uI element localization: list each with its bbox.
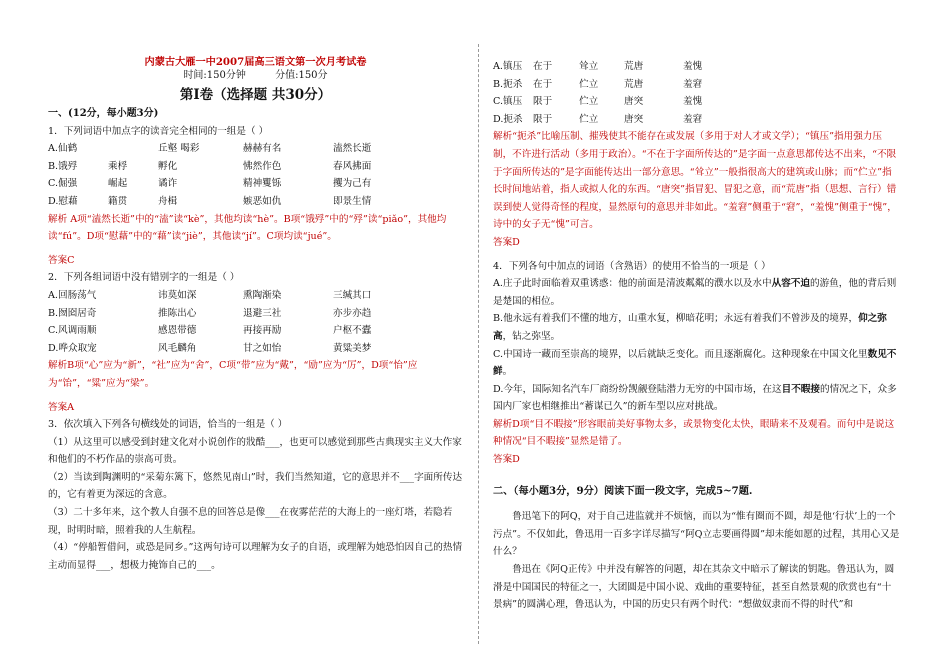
q1-option-c (48, 175, 463, 193)
q2-b-4: 亦步亦趋 (333, 307, 372, 319)
exam-title: 内蒙古大雁一中2007届高三语文第一次月考试卷 (144, 56, 367, 68)
q3-a-1: A.镇压 (493, 61, 523, 72)
q4-d-text-1: D.今年，国际知名汽车厂商纷纷觊觎登陆潜力无穷的中国市场，在这 (493, 383, 782, 395)
passage-paragraph-1: 鲁迅笔下的阿Q，对于自己进监就并不烦恼，而以为“惟有圈而不圆，却是他‘行状’上的一个污点”。不仅如此，鲁迅用一百多字详尽描写“阿Q立志要画得圆”却未能如愿的过程，其用心又是什么？ (493, 511, 900, 558)
q3-c-2: 限于 (533, 96, 553, 108)
q4-option-d (493, 381, 900, 416)
q1-a-4: 溘然长逝 (333, 143, 372, 155)
q3-c-1: C.镇压 (493, 96, 523, 108)
q4-stem: 4．下列各句中加点的词语（含熟语）的使用不恰当的一项是（ ） (493, 260, 771, 272)
passage-paragraph-2: 鲁迅在《阿Q正传》中并没有解答的问题，却在其杂文中暗示了解读的钥匙。鲁迅认为，圆滑是中国国民的特征之一，大团圆是中国小说、戏曲的重要特征，甚至自然景观的欣赏也有“十景病”的圆满心理，鲁迅认为，中国的历史只有两个时代：“想做奴隶而不得的时代”和 (493, 564, 895, 611)
q2-c-2: 感恩带德 (158, 325, 197, 337)
q3-c-3: 伫立 (579, 96, 599, 108)
q4-option-b (493, 310, 900, 345)
left-column (48, 0, 463, 671)
q1-d-1: D.慰藉 (48, 195, 78, 207)
q3-b-1: B.扼杀 (493, 78, 523, 90)
q3-b-2: 在于 (533, 78, 553, 90)
q4-a-text-1: A.庄子此时面临着双重诱惑：他的前面是清波粼粼的濮水以及水中 (493, 278, 772, 290)
q2-d-4: 黄粱美梦 (333, 342, 372, 354)
q3-b-5: 羞窘 (683, 78, 703, 90)
q1-answer: 答案C (48, 254, 75, 266)
q1-c-3: 谲诈 (158, 178, 178, 190)
q4-answer: 答案D (493, 454, 520, 466)
section-1-heading: 一、(12分，每小题3分) (48, 108, 159, 119)
q2-c-1: C.风调雨顺 (48, 325, 97, 337)
q2-option-b (48, 305, 463, 323)
q3-option-d (493, 111, 900, 129)
q2-d-1: D.哗众取宠 (48, 342, 97, 354)
q3-b-4: 荒唐 (624, 78, 644, 90)
q2-c-3: 再接再励 (243, 325, 282, 337)
q3-c-5: 羞愧 (683, 96, 703, 108)
q1-c-1: C.倔强 (48, 178, 78, 190)
q4-analysis: 解析D项“目不暇接”形容眼前美好事物太多，或景物变化太快，眼睛来不及观看。而句中是说这种情况“目不暇接”显然是错了。 (493, 418, 895, 448)
q3-answer: 答案D (493, 236, 520, 248)
q2-b-2: 推陈出心 (158, 307, 197, 319)
q4-b-text-1: B.他永远有着我们不懂的地方，山重水复，柳暗花明；永远有着我们不曾涉及的境界， (493, 313, 859, 325)
q1-c-4: 精神矍铄 (243, 178, 282, 190)
q1-a-3: 赫赫有名 (243, 143, 282, 155)
q3-sentence-2: （2）当读到陶渊明的“采菊东篱下，悠然见南山”时，我们当然知道，它的意思并不___字面所传达的，它有着更为深远的含意。 (48, 471, 463, 501)
q4-d-keyword: 目不暇接 (781, 383, 820, 395)
q3-option-c (493, 93, 900, 111)
q3-d-5: 羞窘 (683, 113, 703, 125)
q2-d-3: 甘之如怡 (243, 342, 282, 354)
q2-analysis: 解析B项“心”应为“新”，“社”应为“舍”，C项“带”应为“戴”，“励”应为“厉”，D项“怡”应为“饴”，“粱”应为“梁”。 (48, 360, 418, 389)
column-divider (478, 44, 479, 644)
q2-c-4: 户枢不蠹 (333, 325, 372, 337)
q4-b-keyword: 仰之弥高 (493, 313, 887, 342)
q2-option-c (48, 322, 463, 340)
q2-a-4: 三缄其口 (333, 289, 372, 301)
q1-d-4: 嫉恶如仇 (243, 195, 282, 207)
q4-a-keyword: 从容不迫 (771, 278, 810, 290)
q4-b-text-2: ，钻之弥坚。 (502, 330, 561, 342)
q4-c-text-2: 。 (502, 366, 513, 378)
q1-option-a (48, 140, 463, 158)
q2-stem: 2．下列各组词语中没有错别字的一组是（ ） (48, 272, 240, 284)
q1-c-2: 崛起 (108, 178, 128, 190)
q2-d-2: 风毛麟角 (158, 342, 197, 354)
q3-a-4: 荒唐 (624, 61, 644, 72)
right-column (493, 0, 900, 671)
q2-option-a (48, 287, 463, 305)
q3-option-b (493, 76, 900, 94)
q3-d-2: 限于 (533, 113, 553, 125)
q2-a-2: 讳莫如深 (158, 289, 197, 301)
q3-sentence-1: （1）从这里可以感受到封建文化对小说创作的戕酷___，也更可以感觉到那些古典现实主义大作家和他们的不朽作品的崇高可贵。 (48, 436, 462, 466)
q3-a-5: 羞愧 (683, 61, 703, 72)
q1-b-5: 春风拂面 (333, 160, 372, 172)
q1-d-2: 籍贯 (108, 195, 128, 207)
q3-d-1: D.扼杀 (493, 113, 523, 125)
q1-a-1: A.仙鹤 (48, 143, 78, 155)
q4-option-a (493, 275, 900, 310)
q4-d-text-2: 的情况之下，众多国内厂家也相继推出“蓄谋已久”的新车型以应对挑战。 (493, 383, 897, 413)
section-2-heading: 二、（每小题3分，9分）阅读下面一段文字，完成5~7题. (493, 484, 753, 497)
q1-b-1: B.饿殍 (48, 160, 78, 172)
q1-analysis: 解析 A项“溘然长逝”中的“溘”读“kè”，其他均读“hè”。B项“饿殍”中的“殍”读“piǎo”，其他均读“fú”。D项“慰藉”中的“藉”读“jiè”，其他读“jí”。C项均读“jué”。 (48, 213, 447, 243)
q3-stem: 3．依次填入下列各句横线处的词语，恰当的一组是（ ） (48, 419, 288, 431)
q3-analysis: 解析“扼杀”比喻压制、摧残使其不能存在或发展（多用于对人才或文学）；“镇压”指用强力压制，不许进行活动（多用于政治）。“不在于字面所传达的”是字面一点意思都传达不出来，“不限于字面所传达的”是字面能传达出一部分意思。“耸立”一般指很高大的建筑或山脉；而“伫立”指长时间地站着，指人或拟人化的东西。“唐突”指冒犯、冒犯之意，而“荒唐”指（思想、言行）错误到使人觉得奇怪的程度，显然原句的意思并非如此。“羞窘”侧重于“窘”，“羞愧”侧重于“愧”，诗中的女子无“愧”可言。 (493, 131, 897, 231)
q1-b-2: 乘桴 (108, 160, 128, 172)
q3-a-3: 耸立 (579, 61, 599, 72)
q2-answer: 答案A (48, 401, 75, 413)
q1-stem: 1．下列词语中加点字的读音完全相同的一组是（ ） (48, 125, 269, 137)
exam-time: 时间:150分钟 (183, 70, 246, 81)
q2-option-d (48, 340, 463, 358)
exam-meta (48, 69, 463, 83)
q2-b-3: 退避三社 (243, 307, 282, 319)
q1-c-5: 攫为己有 (333, 178, 372, 190)
q2-a-3: 熏陶渐染 (243, 289, 282, 301)
q1-option-b (48, 158, 463, 176)
q1-d-5: 即景生情 (333, 195, 372, 207)
q1-b-3: 孵化 (158, 160, 178, 172)
q3-sentence-3: （3）二十多年来，这个教人自强不息的回答总是像___在夜雾茫茫的大海上的一座灯塔，若隐若现，时明时暗，照着我的人生航程。 (48, 507, 453, 536)
q1-a-2: 丘壑 喝彩 (158, 143, 200, 155)
q3-d-3: 伫立 (579, 113, 599, 125)
q4-option-c (493, 346, 900, 381)
q2-b-1: B.囫囵居奇 (48, 307, 97, 319)
q3-d-4: 唐突 (624, 113, 644, 125)
q4-c-text-1: C.中国诗一藏而至崇高的境界，以后就缺乏变化。而且逐渐腐化。这种现象在中国文化里 (493, 348, 868, 360)
q3-b-3: 伫立 (579, 78, 599, 90)
q1-option-d (48, 193, 463, 211)
q4-c-keyword: 数见不鲜 (493, 348, 897, 378)
q1-d-3: 舟楫 (158, 195, 178, 207)
q3-sentence-4: （4）“停船暂借问，或恐是同乡。”这两句诗可以理解为女子的自语，或理解为她恐怕因自己的热情主动而显得___，想极力掩饰自己的___。 (48, 542, 463, 571)
q3-c-4: 唐突 (624, 96, 644, 108)
q2-a-1: A.回肠荡气 (48, 289, 97, 301)
exam-score: 分值:150分 (275, 70, 328, 81)
q3-option-a (493, 58, 900, 76)
q1-b-4: 怫然作色 (243, 160, 282, 172)
q4-a-text-2: 的游鱼，他的背后则是楚国的相位。 (493, 278, 897, 307)
part-title: 第Ⅰ卷（选择题 共30分） (179, 87, 332, 103)
q3-a-2: 在于 (533, 61, 553, 72)
